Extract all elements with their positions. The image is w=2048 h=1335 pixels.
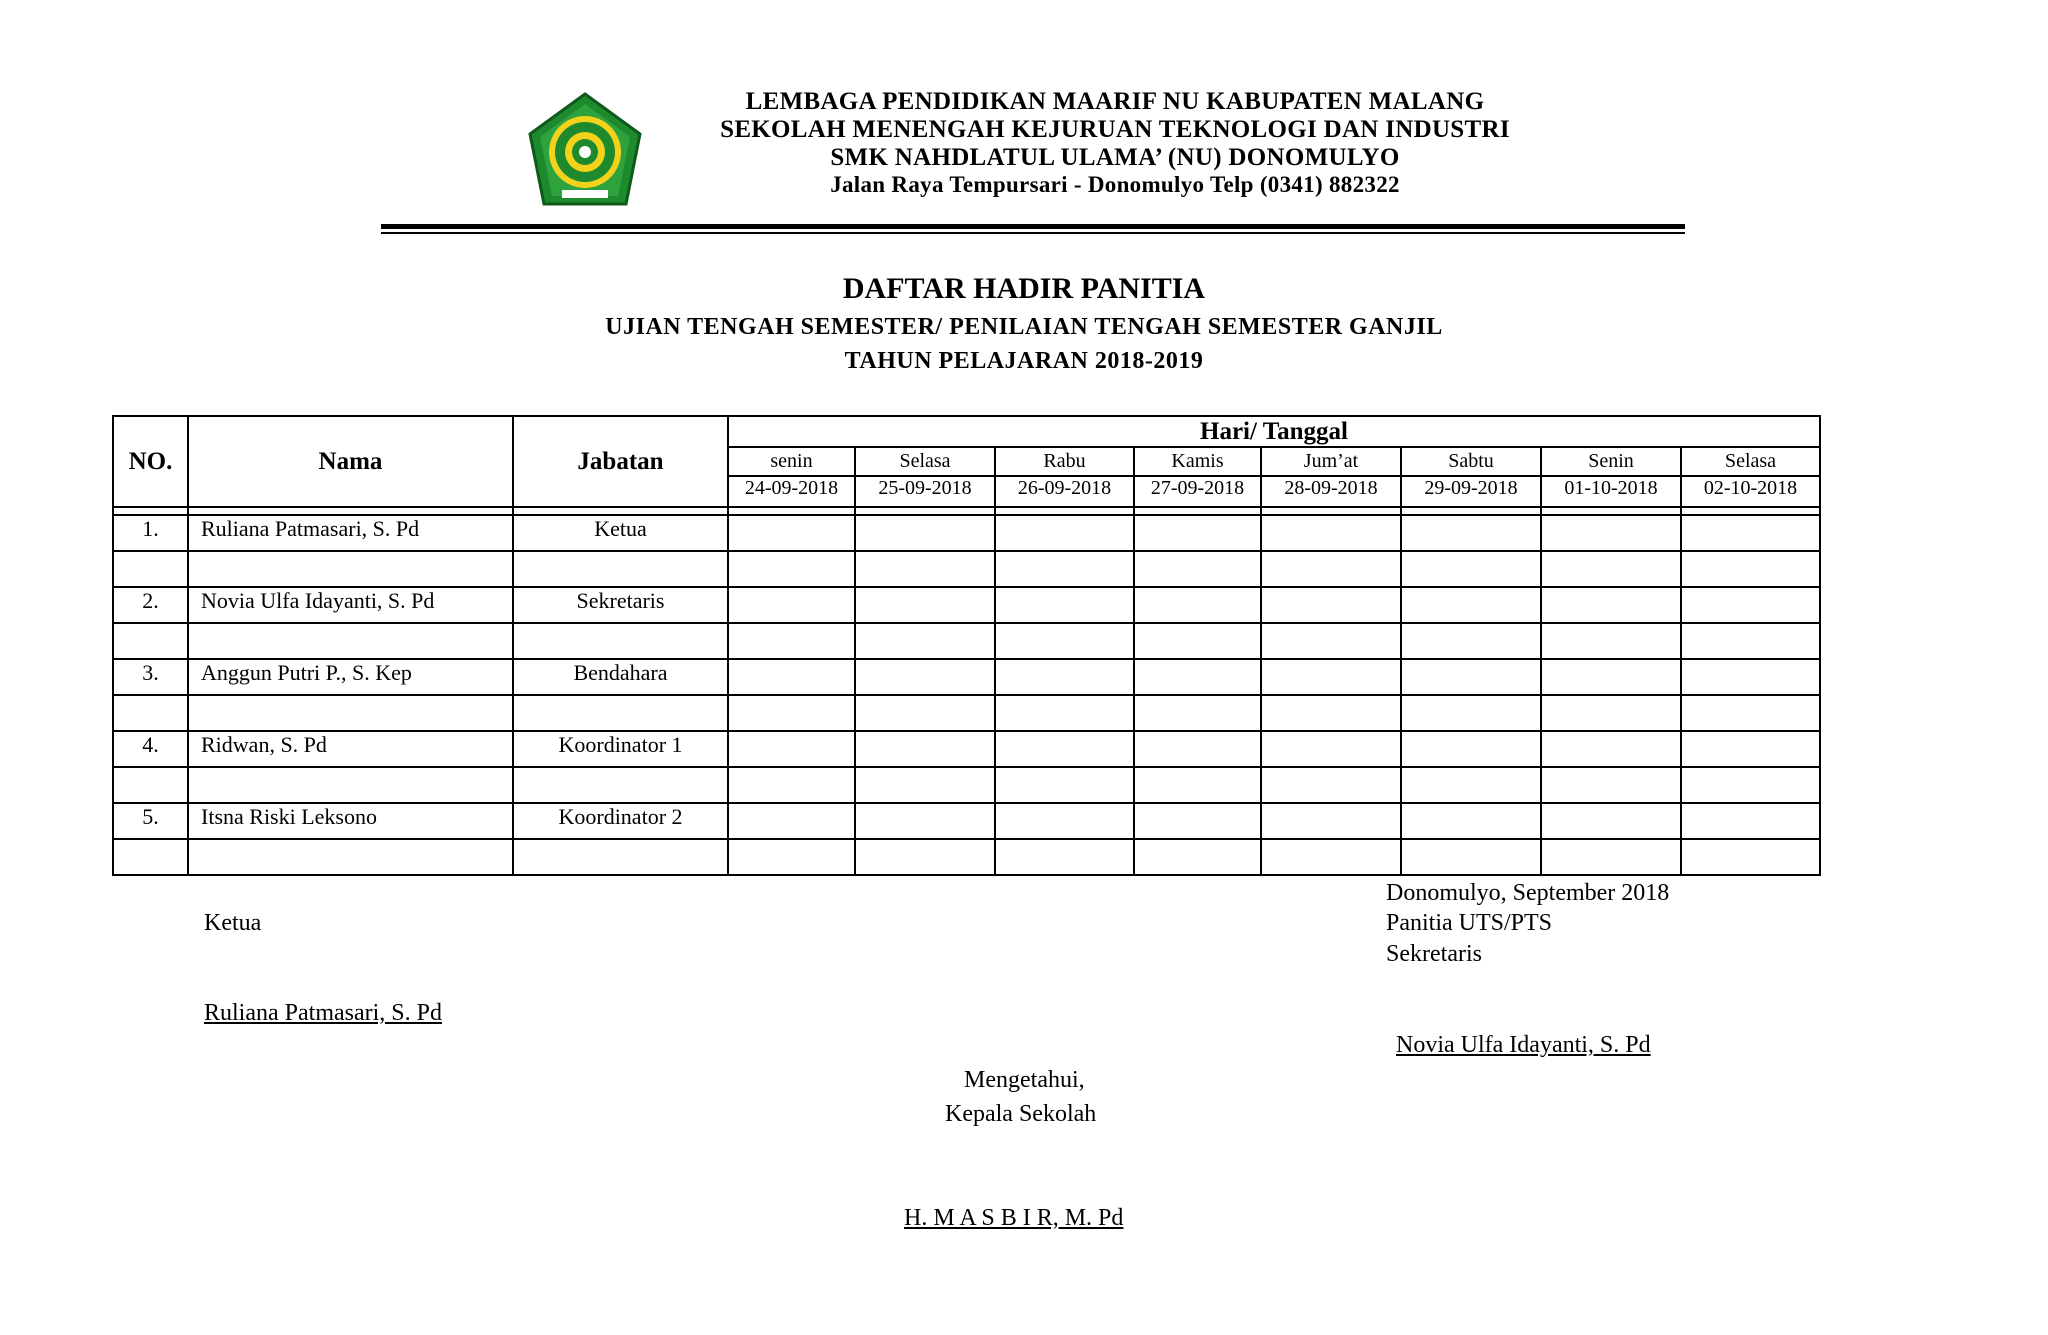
place-date: Donomulyo, September 2018 xyxy=(1386,880,1670,906)
row-position xyxy=(513,623,728,659)
attendance-cell xyxy=(728,839,855,875)
row-number xyxy=(113,839,188,875)
attendance-cell xyxy=(855,659,995,695)
attendance-cell xyxy=(1261,767,1401,803)
header-gap-row xyxy=(113,507,1820,515)
gap-cell xyxy=(728,507,855,515)
attendance-cell xyxy=(1134,803,1261,839)
attendance-cell xyxy=(1681,623,1820,659)
attendance-cell xyxy=(1681,767,1820,803)
attendance-cell xyxy=(1134,731,1261,767)
table-row xyxy=(113,623,1820,659)
attendance-cell xyxy=(1261,515,1401,551)
row-position: Koordinator 1 xyxy=(513,731,728,767)
attendance-cell xyxy=(855,551,995,587)
table-row xyxy=(113,695,1820,731)
table-row xyxy=(113,803,1820,839)
gap-cell xyxy=(1681,507,1820,515)
attendance-cell xyxy=(1541,659,1681,695)
gap-cell xyxy=(1261,507,1401,515)
header-day: Sabtu xyxy=(1401,447,1541,476)
document-title: DAFTAR HADIR PANITIA xyxy=(842,272,1206,305)
attendance-cell xyxy=(1261,551,1401,587)
attendance-cell xyxy=(1261,803,1401,839)
letterhead-address: Jalan Raya Tempursari - Donomulyo Telp (0341) 882322 xyxy=(830,172,1400,197)
chair-signature-name: Ruliana Patmasari, S. Pd xyxy=(204,1000,442,1026)
document-year: TAHUN PELAJARAN 2018-2019 xyxy=(844,348,1204,374)
attendance-cell xyxy=(728,659,855,695)
header-date: 02-10-2018 xyxy=(1681,476,1820,507)
attendance-cell xyxy=(1134,623,1261,659)
attendance-cell xyxy=(1681,659,1820,695)
header-day: Kamis xyxy=(1134,447,1261,476)
attendance-cell xyxy=(995,695,1134,731)
header-day: Rabu xyxy=(995,447,1134,476)
gap-cell xyxy=(855,507,995,515)
row-position: Sekretaris xyxy=(513,587,728,623)
attendance-cell xyxy=(1401,767,1541,803)
row-position xyxy=(513,695,728,731)
attendance-cell xyxy=(995,515,1134,551)
header-no: NO. xyxy=(113,416,188,507)
attendance-cell xyxy=(995,587,1134,623)
attendance-cell xyxy=(1681,839,1820,875)
attendance-cell xyxy=(728,551,855,587)
row-position: Bendahara xyxy=(513,659,728,695)
gap-cell xyxy=(513,507,728,515)
attendance-cell xyxy=(1541,587,1681,623)
attendance-cell xyxy=(1541,803,1681,839)
attendance-cell xyxy=(1261,623,1401,659)
row-name: Novia Ulfa Idayanti, S. Pd xyxy=(188,587,513,623)
attendance-cell xyxy=(1541,551,1681,587)
attendance-cell xyxy=(1681,731,1820,767)
header-date: 01-10-2018 xyxy=(1541,476,1681,507)
gap-cell xyxy=(188,507,513,515)
attendance-cell xyxy=(1134,839,1261,875)
attendance-cell xyxy=(1401,551,1541,587)
document-subtitle: UJIAN TENGAH SEMESTER/ PENILAIAN TENGAH SEMESTER GANJIL xyxy=(605,314,1443,340)
gap-cell xyxy=(1541,507,1681,515)
attendance-table xyxy=(112,415,1821,876)
attendance-cell xyxy=(1134,695,1261,731)
letterhead-divider xyxy=(381,224,1685,229)
row-name xyxy=(188,839,513,875)
attendance-cell xyxy=(1401,623,1541,659)
attendance-cell xyxy=(1134,659,1261,695)
table-row xyxy=(113,767,1820,803)
letterhead-line-3: SMK NAHDLATUL ULAMA’ (NU) DONOMULYO xyxy=(830,144,1400,171)
acknowledge-label: Mengetahui, xyxy=(964,1067,1085,1093)
attendance-cell xyxy=(1134,587,1261,623)
header-date: 24-09-2018 xyxy=(728,476,855,507)
header-date: 25-09-2018 xyxy=(855,476,995,507)
attendance-cell xyxy=(1401,839,1541,875)
row-name xyxy=(188,623,513,659)
row-number xyxy=(113,623,188,659)
attendance-cell xyxy=(1401,587,1541,623)
attendance-cell xyxy=(1541,767,1681,803)
row-position xyxy=(513,839,728,875)
gap-cell xyxy=(1134,507,1261,515)
row-position: Koordinator 2 xyxy=(513,803,728,839)
attendance-cell xyxy=(1541,623,1681,659)
header-day: Senin xyxy=(1541,447,1681,476)
header-day: Selasa xyxy=(1681,447,1820,476)
row-position xyxy=(513,551,728,587)
attendance-cell xyxy=(855,767,995,803)
row-number: 4. xyxy=(113,731,188,767)
row-number: 5. xyxy=(113,803,188,839)
header-date: 28-09-2018 xyxy=(1261,476,1401,507)
attendance-cell xyxy=(855,515,995,551)
table-row xyxy=(113,839,1820,875)
table-row xyxy=(113,551,1820,587)
letterhead-divider-thin xyxy=(381,232,1685,234)
attendance-cell xyxy=(728,623,855,659)
secretary-signature-name: Novia Ulfa Idayanti, S. Pd xyxy=(1396,1032,1651,1058)
attendance-cell xyxy=(995,803,1134,839)
table-row xyxy=(113,659,1820,695)
header-hari-tanggal: Hari/ Tanggal xyxy=(728,416,1820,447)
attendance-cell xyxy=(1261,659,1401,695)
attendance-cell xyxy=(995,731,1134,767)
attendance-cell xyxy=(855,731,995,767)
row-position xyxy=(513,767,728,803)
gap-cell xyxy=(995,507,1134,515)
row-name: Ruliana Patmasari, S. Pd xyxy=(188,515,513,551)
secretary-title: Sekretaris xyxy=(1386,941,1482,967)
attendance-cell xyxy=(995,659,1134,695)
attendance-cell xyxy=(855,623,995,659)
attendance-cell xyxy=(1681,803,1820,839)
header-day: senin xyxy=(728,447,855,476)
row-position: Ketua xyxy=(513,515,728,551)
header-date: 26-09-2018 xyxy=(995,476,1134,507)
row-name xyxy=(188,767,513,803)
table-row xyxy=(113,515,1820,551)
header-date: 29-09-2018 xyxy=(1401,476,1541,507)
row-name xyxy=(188,551,513,587)
attendance-cell xyxy=(1681,695,1820,731)
header-day: Selasa xyxy=(855,447,995,476)
row-name: Ridwan, S. Pd xyxy=(188,731,513,767)
table-row xyxy=(113,587,1820,623)
attendance-cell xyxy=(1681,515,1820,551)
attendance-cell xyxy=(1261,839,1401,875)
attendance-cell xyxy=(1261,695,1401,731)
header-day: Jum’at xyxy=(1261,447,1401,476)
attendance-cell xyxy=(855,695,995,731)
header-nama: Nama xyxy=(188,416,513,507)
table-row xyxy=(113,731,1820,767)
headmaster-signature-name: H. M A S B I R, M. Pd xyxy=(904,1205,1124,1231)
headmaster-title: Kepala Sekolah xyxy=(945,1101,1097,1127)
attendance-cell xyxy=(1261,587,1401,623)
attendance-cell xyxy=(1134,767,1261,803)
attendance-cell xyxy=(1681,587,1820,623)
attendance-cell xyxy=(1401,659,1541,695)
attendance-cell xyxy=(1401,515,1541,551)
attendance-cell xyxy=(1401,803,1541,839)
attendance-cell xyxy=(728,587,855,623)
attendance-cell xyxy=(1541,839,1681,875)
attendance-cell xyxy=(995,623,1134,659)
attendance-cell xyxy=(995,767,1134,803)
row-number xyxy=(113,551,188,587)
header-date: 27-09-2018 xyxy=(1134,476,1261,507)
row-name xyxy=(188,695,513,731)
attendance-cell xyxy=(1541,515,1681,551)
attendance-cell xyxy=(995,551,1134,587)
row-number: 3. xyxy=(113,659,188,695)
header-jabatan: Jabatan xyxy=(513,416,728,507)
attendance-cell xyxy=(1681,551,1820,587)
attendance-cell xyxy=(1134,551,1261,587)
attendance-cell xyxy=(728,515,855,551)
row-number: 1. xyxy=(113,515,188,551)
attendance-cell xyxy=(1134,515,1261,551)
attendance-cell xyxy=(728,731,855,767)
letterhead-line-2: SEKOLAH MENENGAH KEJURUAN TEKNOLOGI DAN INDUSTRI xyxy=(720,116,1510,143)
attendance-cell xyxy=(995,839,1134,875)
committee-name: Panitia UTS/PTS xyxy=(1386,910,1553,936)
row-number xyxy=(113,767,188,803)
row-name: Anggun Putri P., S. Kep xyxy=(188,659,513,695)
attendance-cell xyxy=(728,695,855,731)
row-number xyxy=(113,695,188,731)
chair-title: Ketua xyxy=(204,910,262,936)
attendance-cell xyxy=(1401,695,1541,731)
row-number: 2. xyxy=(113,587,188,623)
letterhead-line-1: LEMBAGA PENDIDIKAN MAARIF NU KABUPATEN MALANG xyxy=(745,88,1485,115)
attendance-cell xyxy=(855,839,995,875)
attendance-cell xyxy=(728,767,855,803)
attendance-cell xyxy=(855,587,995,623)
gap-cell xyxy=(1401,507,1541,515)
attendance-cell xyxy=(1541,731,1681,767)
attendance-cell xyxy=(1401,731,1541,767)
row-name: Itsna Riski Leksono xyxy=(188,803,513,839)
attendance-cell xyxy=(855,803,995,839)
gap-cell xyxy=(113,507,188,515)
attendance-cell xyxy=(1541,695,1681,731)
attendance-cell xyxy=(1261,731,1401,767)
attendance-cell xyxy=(728,803,855,839)
